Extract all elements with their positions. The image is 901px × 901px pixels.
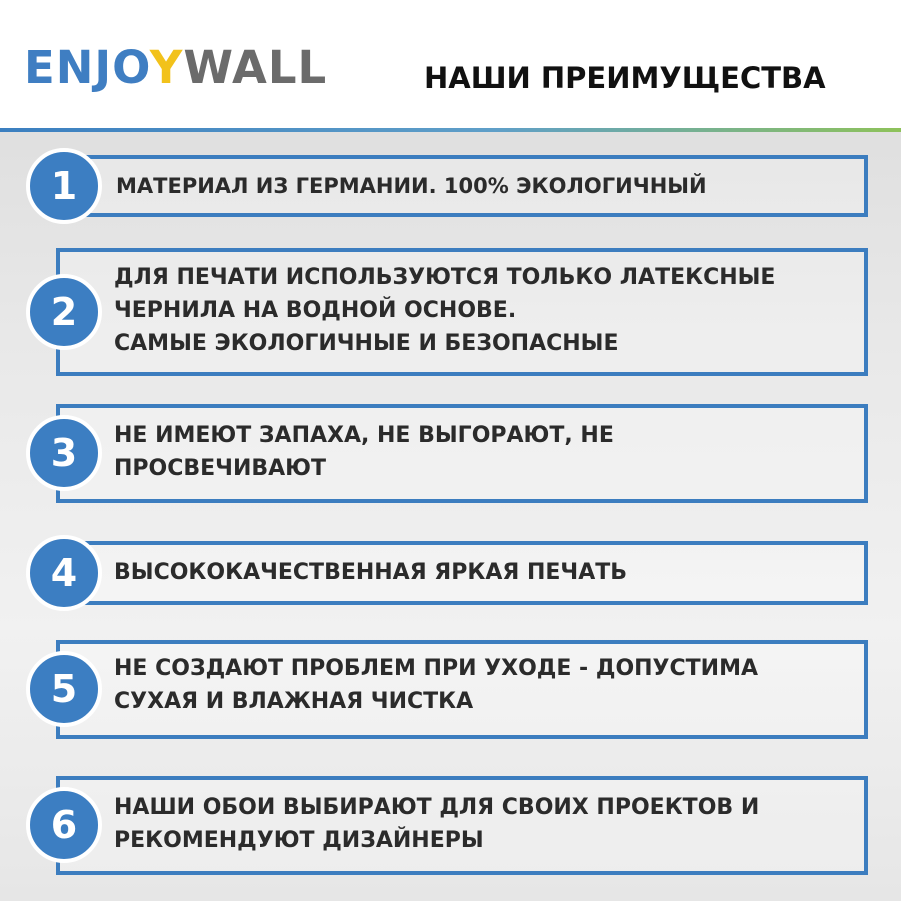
advantage-text: НЕ ИМЕЮТ ЗАПАХА, НЕ ВЫГОРАЮТ, НЕ ПРОСВЕЧИВАЮТ — [114, 423, 614, 481]
logo-part-y: Y — [149, 41, 184, 94]
number-badge: 4 — [26, 535, 102, 611]
number-badge: 3 — [26, 415, 102, 491]
header-divider — [0, 128, 901, 132]
logo-part-enjo: ENJO — [24, 41, 150, 94]
advantage-item-5 — [26, 640, 868, 739]
advantage-item-3 — [26, 404, 868, 503]
enjoywall-logo — [24, 40, 327, 96]
advantage-item-1 — [26, 155, 868, 217]
advantage-text: НЕ СОЗДАЮТ ПРОБЛЕМ ПРИ УХОДЕ - ДОПУСТИМА СУХАЯ И ВЛАЖНАЯ ЧИСТКА — [114, 656, 759, 714]
advantage-text: ДЛЯ ПЕЧАТИ ИСПОЛЬЗУЮТСЯ ТОЛЬКО ЛАТЕКСНЫЕ ЧЕРНИЛА НА ВОДНОЙ ОСНОВЕ. САМЫЕ ЭКОЛОГИЧНЫЕ И БЕЗОПАСНЫЕ — [114, 265, 776, 356]
page-title: НАШИ ПРЕИМУЩЕСТВА — [424, 61, 826, 95]
advantage-item-2 — [26, 248, 868, 376]
number-badge: 6 — [26, 787, 102, 863]
advantage-item-4 — [26, 541, 868, 605]
advantage-text: МАТЕРИАЛ ИЗ ГЕРМАНИИ. 100% ЭКОЛОГИЧНЫЙ — [116, 174, 707, 198]
advantage-item-6 — [26, 776, 868, 875]
advantage-text: ВЫСОКОКАЧЕСТВЕННАЯ ЯРКАЯ ПЕЧАТЬ — [114, 560, 628, 585]
number-badge: 5 — [26, 651, 102, 727]
logo-part-wall: WALL — [183, 41, 328, 94]
number-badge: 1 — [26, 148, 102, 224]
number-badge: 2 — [26, 274, 102, 350]
advantage-text: НАШИ ОБОИ ВЫБИРАЮТ ДЛЯ СВОИХ ПРОЕКТОВ И РЕКОМЕНДУЮТ ДИЗАЙНЕРЫ — [114, 795, 760, 853]
header — [0, 0, 901, 128]
